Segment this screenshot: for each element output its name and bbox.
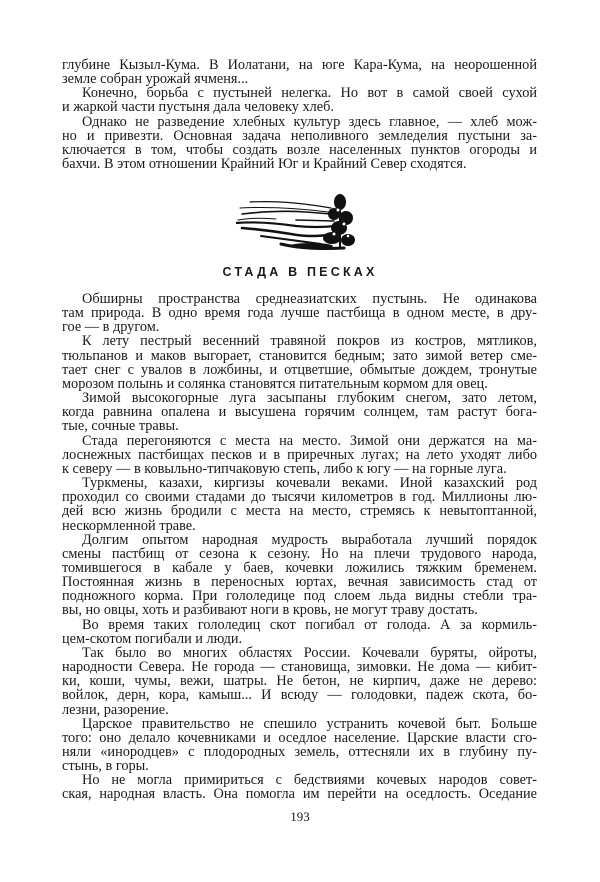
text-line: Во время таких гололедиц скот погибал от голода. А за кормиль- xyxy=(82,616,537,633)
text-line: войлок, дерн, кора, камыш... И всюду — голодовки, падеж скота, бо- xyxy=(62,687,537,704)
text-line: Конечно, борьба с пустыней нелегка. Но вот в самой своей сухой xyxy=(82,85,537,102)
text-block-top xyxy=(62,58,537,171)
text-line: там природа. В одно время года лучше пастбища в одном месте, в дру- xyxy=(62,305,537,322)
text-line: бахчи. В этом отношении Крайний Юг и Крайний Север сходятся. xyxy=(62,156,467,173)
text-line: тые, сочные травы. xyxy=(62,418,179,435)
page-number: 193 xyxy=(290,809,310,824)
text-line: народности Севера. Не города — становища, зимовки. Не дома — кибит- xyxy=(62,659,537,676)
paragraph xyxy=(62,58,537,86)
text-line: Царское правительство не спешило устранить кочевой быт. Больше xyxy=(82,715,537,732)
text-line: к северу — в ковыльно-типчаковую степь, либо к югу — на горные луга. xyxy=(62,460,507,477)
text-line: цем-скотом погибали и люди. xyxy=(62,630,243,647)
text-line: ки, коши, чумы, вежи, шатры. Не бетон, не кирпич, даже не дерево: xyxy=(62,673,537,690)
paragraph xyxy=(62,646,537,717)
text-line: смены пастбищ от сезона к сезону. Но на плечи трудового народа, xyxy=(62,545,537,562)
text-line: тает снег с увалов в ложбины, и отцветшие, обмытые дождем, тронутые xyxy=(62,361,537,378)
text-line: Туркмены, казахи, киргизы кочевали веками. Иной казахский род xyxy=(82,475,537,492)
paragraph xyxy=(62,533,537,618)
paragraph xyxy=(62,434,537,476)
text-line: Долгим опытом народная мудрость выработала лучший порядок xyxy=(82,531,537,548)
desert-landscape-illustration xyxy=(236,190,362,254)
text-line: нескормленной траве. xyxy=(62,517,196,534)
text-line: гое — в другом. xyxy=(62,319,160,336)
text-line: томившегося в кабале у баев, кочевки ложились тяжким бременем. xyxy=(62,559,537,576)
text-line: того: оно делало кочевниками и оседлое население. Царские власти сго- xyxy=(62,729,537,746)
text-line: вы, но овцы, хоть и разбивают ноги в кровь, не могут траву достать. xyxy=(62,602,478,619)
text-line: Стада перегоняются с места на место. Зимой они держатся на ма- xyxy=(82,432,537,449)
paragraph xyxy=(62,115,537,172)
paragraph xyxy=(62,618,537,646)
section-title: СТАДА В ПЕСКАХ xyxy=(222,265,378,279)
text-line: земле собран урожай ячменя... xyxy=(62,71,249,88)
paragraph xyxy=(62,391,537,433)
paragraph xyxy=(62,717,537,774)
paragraph xyxy=(62,476,537,533)
text-line: стынь, в горы. xyxy=(62,758,149,775)
text-line: няли «инородцев» с плодородных земель, оттесняли их в глубину пу- xyxy=(62,744,537,760)
text-line: глубине Кызыл-Кума. В Иолатани, на юге Кара-Кума, на неорошенной xyxy=(62,57,537,73)
text-line: лоснежных пастбищах песков и в приречных лугах; на лето уходят либо xyxy=(62,446,537,463)
text-line: ключается в том, чтобы создать возле населенных пунктов огороды и xyxy=(62,141,537,158)
text-line: тюльпанов и маков выгорает, становится бедным; зато зимой ветер сме- xyxy=(62,347,537,364)
text-line: подножного корма. При гололедице под слоем льда видны стебли тра- xyxy=(62,588,537,605)
text-line: морозом полынь и солянка становятся питательным кормом для овец. xyxy=(62,375,488,392)
text-block-section xyxy=(62,292,537,802)
text-line: лезни, разорение. xyxy=(62,701,169,718)
text-line: проходил со своими стадами до тысячи километров в год. Миллионы лю- xyxy=(62,489,537,506)
text-line: Зимой высокогорные луга засыпаны глубоким снегом, зато летом, xyxy=(82,390,537,407)
text-line: Обширны пространства среднеазиатских пустынь. Не одинакова xyxy=(82,291,537,307)
text-line: дей всю жизнь бродили с места на место, стремясь к невытоптанной, xyxy=(62,503,537,520)
text-line: когда равнина опалена и высушена горячим солнцем, там растут бога- xyxy=(62,404,537,421)
paragraph xyxy=(62,86,537,114)
text-line: Так было во многих областях России. Кочевали буряты, ойроты, xyxy=(82,644,537,661)
text-line: Постоянная жизнь в переносных юртах, вечная зависимость стад от xyxy=(62,574,537,591)
paragraph xyxy=(62,292,537,334)
paragraph xyxy=(62,773,537,801)
paragraph xyxy=(62,334,537,391)
text-line: К лету пестрый весенний травяной покров из костров, мятликов, xyxy=(82,333,537,350)
text-line: ская, народная власть. Она помогла им перейти на оседлость. Оседание xyxy=(62,786,537,803)
text-line: и жаркой части пустыня дала человеку хлеб. xyxy=(62,99,334,116)
text-line: но и привезти. Основная задача неполивного земледелия пустыни за- xyxy=(62,127,537,144)
text-line: Но не могла примириться с бедствиями кочевых народов совет- xyxy=(82,772,537,789)
text-line: Однако не разведение хлебных культур здесь главное, — хлеб мож- xyxy=(82,113,537,130)
